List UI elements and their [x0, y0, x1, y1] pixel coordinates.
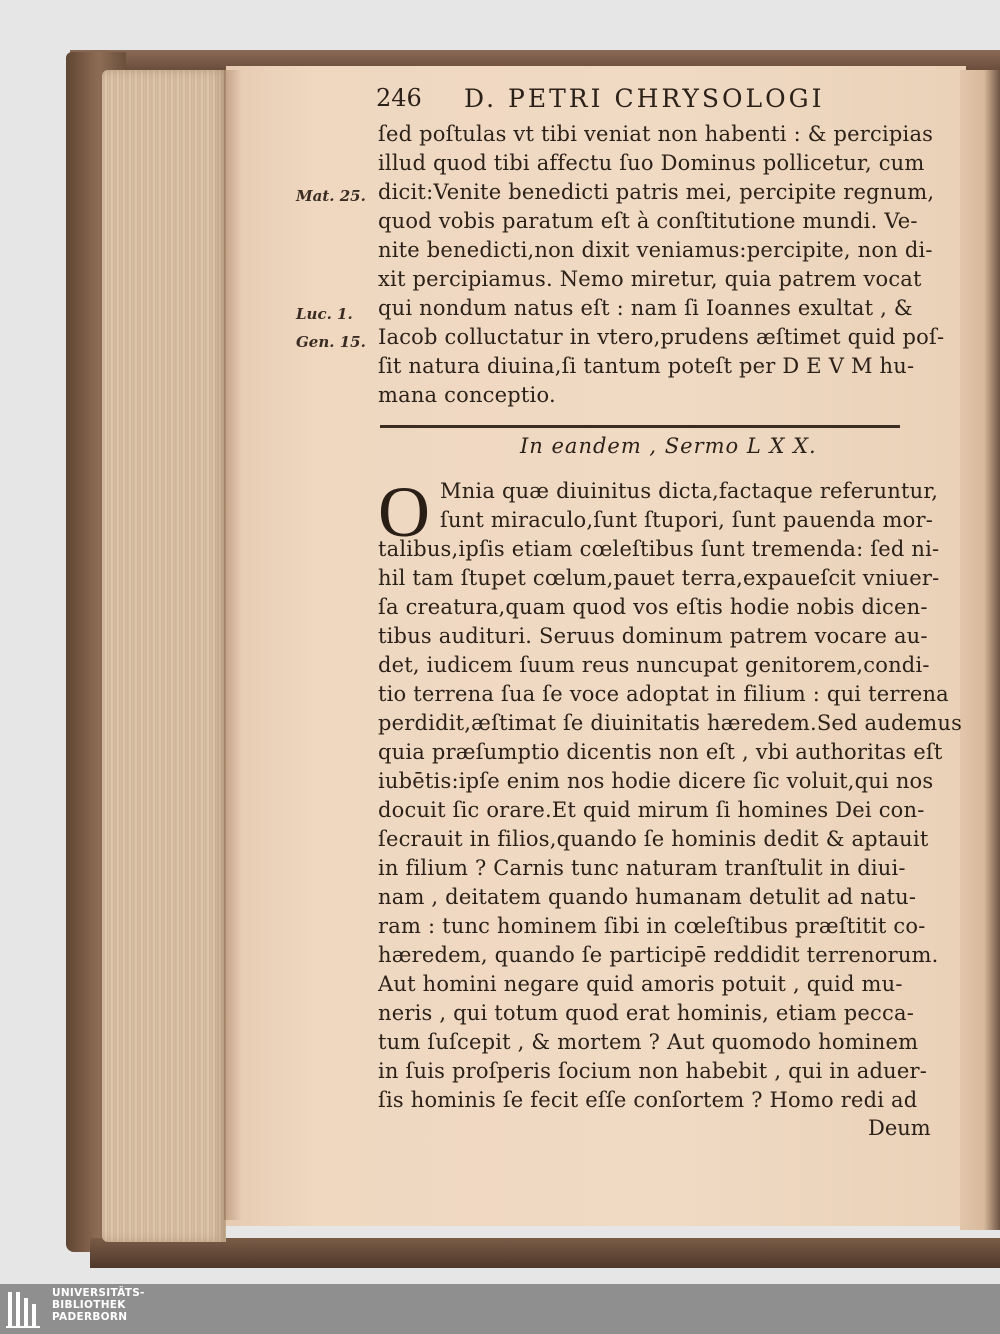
text-line: hæredem, quando ſe participē reddidit terrenorum.	[378, 943, 939, 967]
gutter-shadow	[224, 70, 242, 1220]
text-line: nam , deitatem quando humanam detulit ad natu-	[378, 885, 917, 909]
section-title: In eandem , Sermo L X X.	[520, 434, 817, 458]
library-name-line: BIBLIOTHEK	[52, 1299, 126, 1311]
text-line: Mnia quæ diuinitus dicta,factaque referuntur,	[440, 479, 939, 503]
text-line: ſecrauit in filios,quando ſe hominis dedit & aptauit	[378, 827, 929, 851]
text-line: docuit ſic orare.Et quid mirum ſi homines Dei con-	[378, 798, 925, 822]
text-line: illud quod tibi affectu ſuo Dominus pollicetur, cum	[378, 151, 925, 175]
text-line: ſis hominis ſe fecit eſſe conſortem ? Homo redi ad	[378, 1088, 918, 1112]
text-line: tio terrena ſua ſe voce adoptat in filium : qui terrena	[378, 682, 949, 706]
library-name-line: PADERBORN	[52, 1311, 128, 1323]
text-line: in filium ? Carnis tunc naturam tranſtulit in diui-	[378, 856, 906, 880]
running-head	[376, 84, 936, 118]
text-line: quod vobis paratum eſt à conſtitutione mundi. Ve-	[378, 209, 918, 233]
text-line: Aut homini negare quid amoris potuit , quid mu-	[378, 972, 903, 996]
library-name	[52, 1287, 145, 1323]
book-cover-bottom	[90, 1238, 1000, 1268]
running-title: D. PETRI CHRYSOLOGI	[464, 84, 825, 113]
section-rule	[380, 425, 900, 428]
text-line: nite benedicti,non dixit veniamus:percipite, non di-	[378, 238, 933, 262]
text-line: xit percipiamus. Nemo miretur, quia patrem vocat	[378, 267, 922, 291]
text-line: ſit natura diuina,ſi tantum poteſt per D E V M hu-	[378, 354, 915, 378]
text-line: tibus audituri. Seruus dominum patrem vocare au-	[378, 624, 928, 648]
text-line: Iacob colluctatur in vtero,prudens æſtimet quid poſ-	[378, 325, 945, 349]
text-line: mana conceptio.	[378, 383, 556, 407]
page-gutter-right	[960, 70, 1000, 1230]
footer-bar	[0, 1284, 1000, 1334]
text-line: hil tam ſtupet cœlum,pauet terra,expaueſcit vniuer-	[378, 566, 940, 590]
text-line: iubētis:ipſe enim nos hodie dicere ſic voluit,qui nos	[378, 769, 934, 793]
margin-note: Gen. 15.	[296, 333, 366, 351]
page-edges	[102, 70, 226, 1242]
text-line: talibus,ipſis etiam cœleſtibus ſunt tremenda: ſed ni-	[378, 537, 940, 561]
text-line: in ſuis proſperis ſocium non habebit , qui in aduer-	[378, 1059, 927, 1083]
text-line: ſunt miraculo,ſunt ſtupori, ſunt pauenda mor-	[440, 508, 934, 532]
text-line: det, iudicem ſuum reus nuncupat genitorem,condi-	[378, 653, 930, 677]
text-line: ſa creatura,quam quod vos eſtis hodie nobis dicen-	[378, 595, 928, 619]
text-line: quia præſumptio dicentis non eſt , vbi authoritas eſt	[378, 740, 943, 764]
text-line: neris , qui totum quod erat hominis, etiam pecca-	[378, 1001, 914, 1025]
text-line: ſed poſtulas vt tibi veniat non habenti : & percipias	[378, 122, 934, 146]
text-line: perdidit,æſtimat ſe diuinitatis hæredem.Sed audemus	[378, 711, 963, 735]
text-line: ram : tunc hominem ſibi in cœleſtibus præſtitit co-	[378, 914, 926, 938]
text-line: dicit:Venite benedicti patris mei, percipite regnum,	[378, 180, 935, 204]
page-number: 246	[376, 84, 422, 112]
drop-cap: O	[378, 472, 430, 552]
margin-note: Mat. 25.	[296, 187, 366, 205]
margin-note: Luc. 1.	[296, 305, 353, 323]
library-name-line: UNIVERSITÄTS-	[52, 1287, 145, 1299]
catchword: Deum	[868, 1116, 931, 1140]
text-line: tum ſuſcepit , & mortem ? Aut quomodo hominem	[378, 1030, 919, 1054]
text-line: qui nondum natus eſt : nam ſi Ioannes exultat , &	[378, 296, 913, 320]
library-logo-icon	[4, 1288, 44, 1330]
